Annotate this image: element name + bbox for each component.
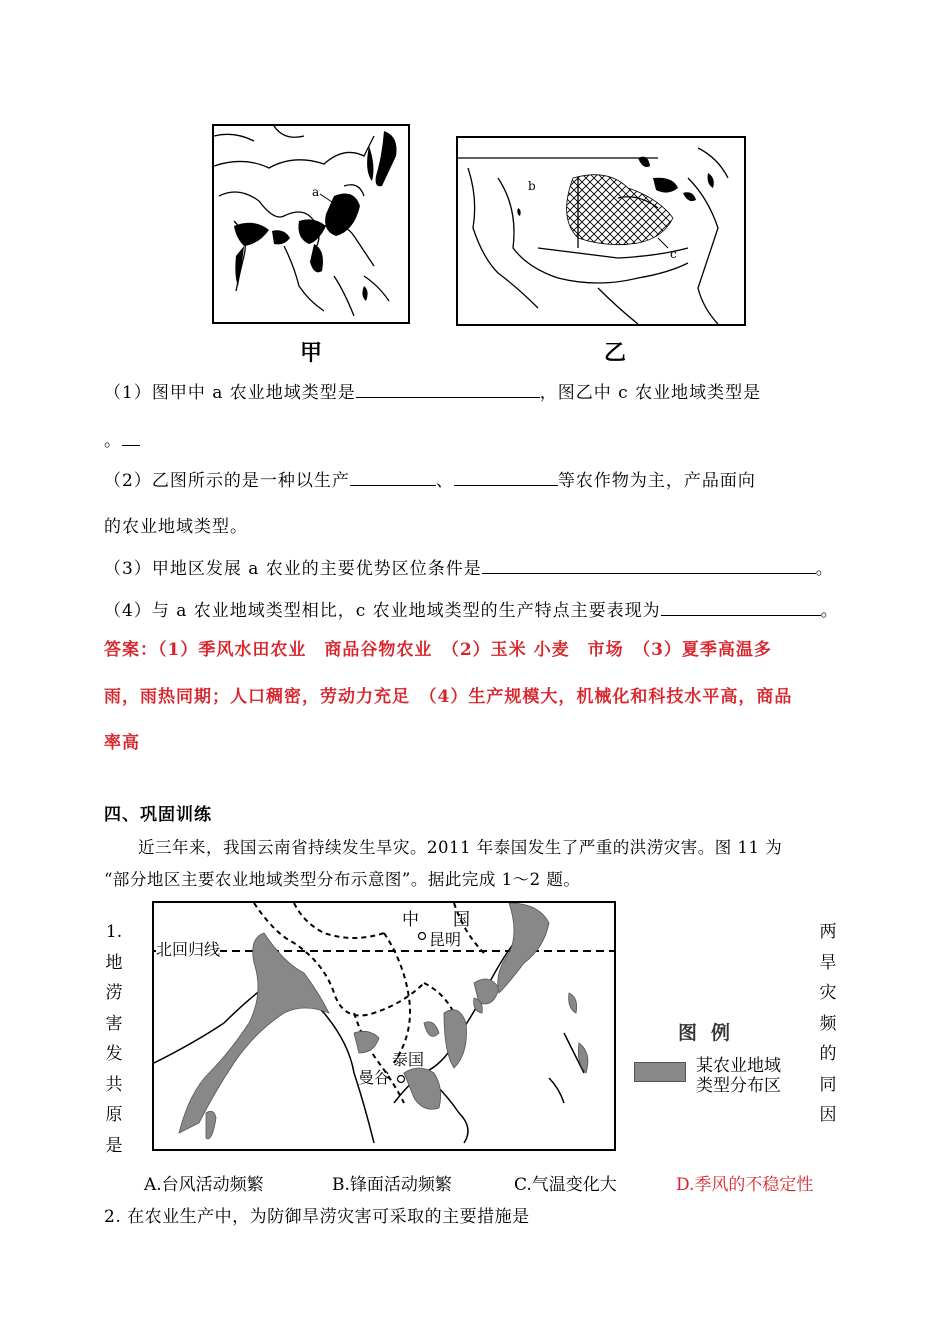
map-jia — [212, 124, 410, 324]
q1-left-char: 涝 — [105, 983, 123, 1003]
q1-right-char: 灾 — [819, 983, 837, 1003]
answer-line-1: 答案：（1）季风水田农业 商品谷物农业 （2）玉米 小麦 市场 （3）夏季高温多 — [104, 640, 772, 660]
q4-blank[interactable] — [661, 601, 821, 616]
q3-text-1: （3）甲地区发展 a 农业的主要优势区位条件是 — [104, 559, 482, 579]
q3-blank[interactable] — [482, 559, 816, 574]
intro-line-1: 近三年来，我国云南省持续发生旱灾。2011 年泰国发生了严重的洪涝灾害。图 11 为 — [138, 838, 783, 857]
option-d[interactable]: D.季风的不稳定性 — [676, 1175, 814, 1195]
question-part-4 — [104, 596, 839, 621]
option-a[interactable]: A.台风活动频繁 — [144, 1175, 264, 1195]
q1-right-char: 的 — [819, 1044, 837, 1064]
answer-line-3: 率高 — [104, 733, 140, 753]
question-part-1 — [104, 378, 761, 403]
q2-sep: 、 — [435, 471, 454, 491]
label-c: c — [670, 247, 677, 261]
label-a: a — [312, 185, 320, 199]
map-yi — [456, 136, 746, 326]
q2-blank-1[interactable] — [350, 471, 436, 486]
section-title: 四、巩固训练 — [104, 805, 212, 825]
intro-line-2: “部分地区主要农业地域类型分布示意图”。据此完成 1～2 题。 — [104, 870, 581, 889]
q1-right-char: 旱 — [819, 952, 837, 973]
label-b: b — [528, 179, 536, 193]
q1-left-char: 原 — [105, 1105, 123, 1125]
map-label-tropic: 北回归线 — [156, 937, 220, 960]
q2-text-3: 的农业地域类型。 — [104, 517, 248, 537]
q1-left-char: 地 — [105, 952, 123, 973]
q1-text-3: 。 — [104, 431, 122, 451]
asia-map — [152, 901, 616, 1151]
q4-end: 。 — [820, 601, 839, 621]
q1-right-char: 两 — [819, 922, 837, 942]
map-jia-drawing — [214, 126, 408, 322]
q2-text-2: 等农作物为主，产品面向 — [557, 471, 756, 491]
legend-swatch — [634, 1062, 686, 1082]
answer-line-2: 雨，雨热同期；人口稠密，劳动力充足 （4）生产规模大，机械化和科技水平高，商品 — [104, 687, 793, 707]
q1-left-char: 1. — [105, 922, 123, 942]
asia-map-drawing — [154, 903, 614, 1149]
q3-end: 。 — [815, 559, 834, 579]
option-b[interactable]: B.锋面活动频繁 — [332, 1175, 452, 1195]
q1-left-char: 害 — [105, 1013, 123, 1034]
q1-left-char: 发 — [105, 1044, 123, 1064]
map-label-kunming: 昆明 — [429, 930, 462, 949]
caption-yi: 乙 — [604, 341, 627, 366]
q1-right-char: 同 — [819, 1074, 837, 1095]
map-label-bangkok: 曼谷 — [358, 1068, 391, 1087]
q1-blank-2[interactable] — [122, 431, 140, 446]
question-part-2 — [104, 466, 756, 491]
map-label-thailand: 泰国 — [392, 1050, 425, 1069]
caption-jia: 甲 — [300, 341, 323, 366]
q1-left-char: 共 — [105, 1074, 123, 1095]
q4-text-1: （4）与 a 农业地域类型相比，c 农业地域类型的生产特点主要表现为 — [104, 601, 661, 621]
question-part-1-cont — [104, 426, 140, 451]
legend-title: 图例 — [678, 1022, 745, 1044]
q2-text-1: （2）乙图所示的是一种以生产 — [104, 471, 350, 491]
q1-blank-1[interactable] — [356, 383, 540, 398]
question-2: 2. 在农业生产中，为防御旱涝灾害可采取的主要措施是 — [104, 1207, 530, 1227]
q1-left-char: 是 — [105, 1135, 123, 1156]
q1-right-char: 频 — [819, 1013, 837, 1034]
map-label-china: 中 国 — [402, 910, 470, 930]
map-yi-drawing — [458, 138, 744, 324]
q1-right-char: 因 — [819, 1105, 837, 1125]
q1-text-2: ，图乙中 c 农业地域类型是 — [539, 383, 762, 403]
q2-blank-2[interactable] — [454, 471, 558, 486]
question-part-2-cont — [104, 512, 248, 537]
q1-text-1: （1）图甲中 a 农业地域类型是 — [104, 383, 356, 403]
question-part-3 — [104, 554, 834, 579]
q1-left-column — [102, 917, 126, 1161]
option-c[interactable]: C.气温变化大 — [514, 1175, 617, 1195]
q1-right-column — [816, 917, 840, 1131]
legend-text-2: 类型分布区 — [696, 1076, 781, 1096]
legend-text-1: 某农业地域 — [696, 1056, 781, 1076]
